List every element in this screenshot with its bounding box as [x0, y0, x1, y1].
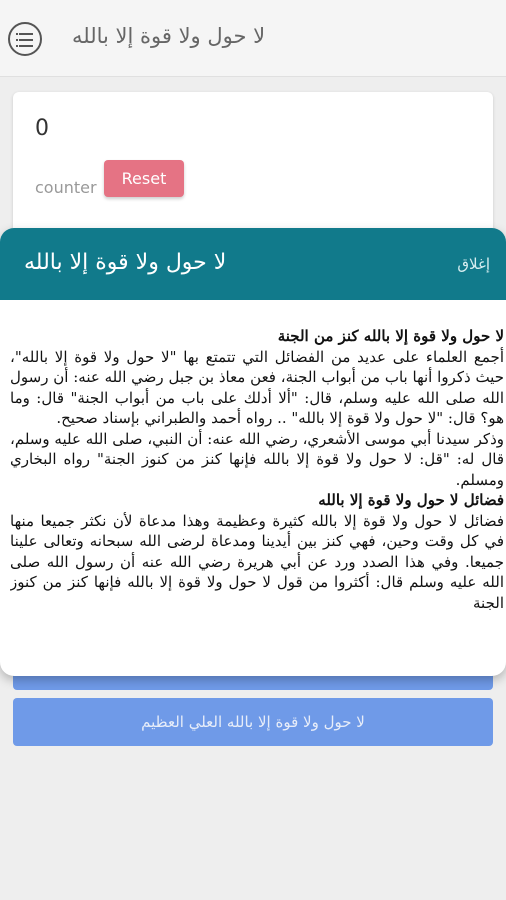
counter-label: counter: [35, 178, 97, 197]
modal-body[interactable]: [10, 326, 504, 672]
modal-header: [0, 228, 506, 300]
modal-paragraph-3: فضائل لا حول ولا قوة إلا بالله كثيرة وعظيمة وهذا مدعاة لأن نكثر جميعا منها في كل وقت وحين، فهي كنز بين أيدينا ومدعاة لرضى الله سبحانه وتعالى علينا جميعا. وفي هذا الصدد ورد عن أبي هريرة رضي الله عنه أن رسول الله صلى الله عليه وسلم قال: أكثروا من قول لا حول ولا قوة إلا بالله فإنها كنز من كنوز الجنة: [10, 511, 504, 612]
modal-heading-2: فضائل لا حول ولا قوة إلا بالله: [318, 491, 504, 509]
modal-title: لا حول ولا قوة إلا بالله: [24, 250, 227, 275]
dhikr-button-2[interactable]: لا حول ولا قوة إلا بالله العلي العظيم: [13, 698, 493, 746]
counter-value: 0: [35, 116, 49, 141]
modal-heading-1: لا حول ولا قوة إلا بالله كنز من الجنة: [277, 327, 504, 345]
modal-paragraph-2: وذكر سيدنا أبي موسى الأشعري، رضي الله عنه: أن النبي، صلى الله عليه وسلم، قال له: "قل: لا حول ولا قوة إلا بالله فإنها كنز من كنوز الجنة" رواه البخاري ومسلم.: [10, 429, 504, 489]
modal-close-button[interactable]: إغلاق: [457, 255, 490, 273]
page-title: لا حول ولا قوة إلا بالله: [72, 24, 266, 48]
modal-dialog: [0, 228, 506, 676]
modal-paragraph-1: أجمع العلماء على عديد من الفضائل التي تتمتع بها "لا حول ولا قوة إلا بالله"، حيث ذكروا أنها باب من أبواب الجنة، فعن معاذ بن جبل رضي الله عنه: أن رسول الله صلى الله عليه وسلم، قال: "ألا أدلك على باب من أبواب الجنة" قال: وما هو؟ قال: "لا حول ولا قوة إلا بالله" .. رواه أحمد والطبراني بإسناد صحيح.: [10, 347, 504, 427]
reset-button[interactable]: Reset: [104, 160, 184, 197]
